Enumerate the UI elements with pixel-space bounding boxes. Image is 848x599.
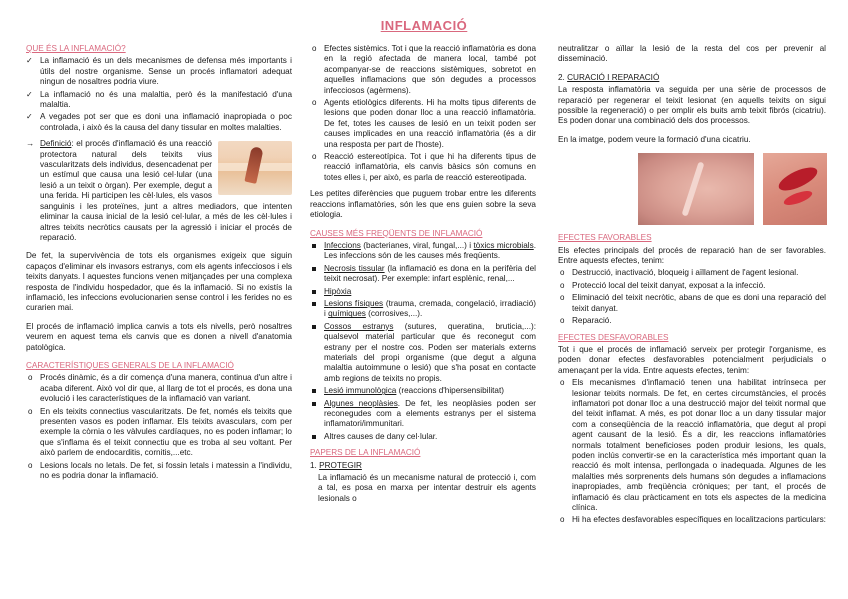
column-1 — [26, 44, 292, 487]
column-3 — [558, 44, 826, 532]
numbered-heading-repair: 2. CURACIÓ I REPARACIÓ — [558, 72, 660, 82]
list-item: o Efectes sistèmics. Tot i que la reacció inflamatòria es dona en la regió afectada de manera local, també pot acompanyar-se de reaccions sistèmiques, sobretot en aquelles inflamacions que són degudes a processos infecciosos (agèrmens). — [310, 44, 536, 96]
paragraph: neutralitzar o aïllar la lesió de la resta del cos per prevenir al disseminació. — [558, 44, 826, 64]
list-item: ✓ La inflamació és un dels mecanismes de defensa més importants i útils del nostre organisme. Sense un procés inflamatori adequat ningun de nosaltres podria viure. — [26, 56, 292, 87]
definition-text: : el procés d'inflamació és una reacció protectora natural dels teixits vius vascularitzats dels individus, desencadenat per un estímul que causa una lesió cel·lular (una lesió a un teixit o òrgan). Per exemple, degut a una ferida. Hi participen les cèl·lules, els vasos sanguinis i les proteïnes, junt a altres mediadors, que intenten eliminar la causa inicial de la lesió cel·lular, a més de les cèl·lules i altres teixits necròtics causats per la agressió i iniciar el procés de reparació. — [40, 139, 292, 242]
checklist — [26, 56, 292, 133]
wound-photo — [763, 153, 827, 225]
list-item: o Destrucció, inactivació, bloqueig i aïllament de l'agent lesional. — [558, 268, 826, 278]
list-item: Necrosis tissular (la inflamació es dona en la perifèria del teixit necrosat). Per exemple: infart esplènic, renal,... — [310, 264, 536, 285]
list-item: o Reparació. — [558, 316, 826, 326]
numbered-heading-protect: 1. PROTEGIR — [310, 460, 362, 470]
list-item: Algunes neoplàsies. De fet, les neoplàsies poden ser reconegudes com a elements estranys per el sistema inflamatori/immunitari. — [310, 399, 536, 430]
list-item: o Lesions locals no letals. De fet, si fossin letals i matessin a l'individu, no es podria donar la inflamació. — [26, 461, 292, 482]
characteristics-list — [26, 373, 292, 481]
section-heading-what-is: QUE ÉS LA INFLAMACIÓ? — [26, 44, 126, 53]
page-title: INFLAMACIÓ — [380, 18, 468, 33]
list-item: Cossos estranys (sutures, queratina, bruticia,...): qualsevol material particular que és reconegut com estrany per el nostre cos. Poden ser materials externs materials del propi organisme (que degut a alguna malaltia autoimmune o lesió) que s'ha posat en contacte amb regions de teixits no propis. — [310, 322, 536, 384]
list-item: ✓ La inflamació no és una malaltia, però és la manifestació d'una malaltia. — [26, 90, 292, 111]
paragraph: Les petites diferències que puguem trobar entre les diferents reaccions inflamatòries, són les que ens guien sobre la seva etiologia. — [310, 189, 536, 220]
definition-block — [26, 139, 292, 243]
section-heading-roles: PAPERS DE LA INFLAMACIÓ — [310, 448, 421, 458]
list-item: o Eliminació del teixit necròtic, abans de que es doni una reparació del teixit danyat. — [558, 293, 826, 314]
causes-list — [310, 241, 536, 442]
list-item: Infeccions (bacterianes, viral, fungal,...) i tòxics microbials. Les infeccions són de les causes més freqüents. — [310, 241, 536, 262]
list-item: o En els teixits connectius vascularitzats. De fet, només els teixits que presenten vasos es poden inflamar. Els teixits avasculars, com per exemple la còrnia o les vàlvules cardíaques, no es poden inflamar; lo que s'inflama és el teixit connectiu que es troba al seu voltant. Per això parlem de endocarditis, cornitis,...etc. — [26, 407, 292, 459]
paragraph: La resposta inflamatòria va seguida per una sèrie de processos de reparació per regenerar el teixit lesionat (en aquells teixits on sigui possible la regeneració) o per omplir els buits amb teixit fibrós (cicatriu). Es poden donar una combinació dels dos processos. — [558, 85, 826, 126]
list-item: o Protecció local del teixit danyat, exposat a la infecció. — [558, 281, 826, 291]
paragraph: Els efectes principals del procés de reparació han de ser favorables. Entre aquests efectes, tenim: — [558, 245, 826, 266]
paragraph: En la imatge, podem veure la formació d'una cicatriu. — [558, 134, 751, 144]
column-2 — [310, 44, 536, 512]
section-heading-causes: CAUSES MÉS FREQÜENTS DE INFLAMACIÓ — [310, 228, 483, 238]
list-item: Lesió immunològica (reaccions d'hipersensibilitat) — [310, 386, 536, 396]
list-item: o Hi ha efectes desfavorables específiques en localitzacions particulars: — [558, 515, 826, 525]
list-item: o Els mecanismes d'inflamació tenen una habilitat intrínseca per lesionar teixits normals. De fet, en certes circumstàncies, el procés inflamatori pot donar lloc a una destrucció major del teixit normal que del teixit inflamat. A més, es pot donar lloc a un dany tissular major com a conseqüència de la reacció inflamatòria, que degut al propi agent causant de la lesió. És a dir, les reaccions inflamatòries normals totalment beneficioses poden produir lesions, les quals, poden inclús convertir-se en la característica més important quan la reacció és molt intensa, perllongada o inadequada. Algunes de les malalties més sorprenents dels humans són degudes a inflamacions inapropiades, amb freqüència cròniques; per tant, el procés de inflamació és clau pràcticament en tots els aspectes de la medicina clínica. — [558, 378, 826, 513]
list-item: o Reacció estereotípica. Tot i que hi ha diferents tipus de reacció inflamatòria, els canvis bàsics són comuns en totes elles i, per això, es parla de reacció estereotipada. — [310, 152, 536, 183]
list-item: ✓ A vegades pot ser que es doni una inflamació inapropiada o poc controlada, i això és la causa del dany tissular en moltes malalties. — [26, 112, 292, 133]
list-item: o Procés dinàmic, és a dir comença d'una manera, continua d'un altre i acaba diferent. Això vol dir que, al llarg de tot el procés, es dona una evolució i les característiques de la inflamació van variant. — [26, 373, 292, 404]
list-item: Altres causes de dany cel·lular. — [310, 432, 536, 442]
skin-wound-illustration — [218, 141, 292, 195]
section-heading-characteristics: CARACTERÍSTIQUES GENERALS DE LA INFLAMACIÓ — [26, 360, 234, 370]
paragraph: De fet, la supervivència de tots els organismes exigeix que siguin capaços d'eliminar els invasors estranys, com els agents infecciosos i els teixits danyats. I aquestes funcions venen mitjançades per una complexa resposta de l'individu hospedador, que és la inflamació. Si no existís la inflamació, les infeccions evolucionarien sense control i les ferides no es curarien mai. — [26, 251, 292, 313]
section-heading-unfavorable: EFECTES DESFAVORABLES — [558, 332, 669, 342]
scar-images — [558, 153, 826, 227]
definition-label: Definició — [40, 139, 72, 149]
list-item: Lesions físiques (trauma, cremada, congelació, irradiació) i químiques (corrosives,...). — [310, 299, 536, 320]
paragraph: La inflamació és un mecanisme natural de protecció i, com a tal, es posa en marxa per intentar destruir els agents lesionals o — [318, 473, 536, 503]
section-heading-favorable: EFECTES FAVORABLES — [558, 233, 652, 243]
list-item: o Agents etiològics diferents. Hi ha molts tipus diferents de lesions que poden donar lloc a una reacció inflamatòria. De fet, totes les causes de lesió en un teixit poden ser causes implicades en una reacció inflamatòria (és a dir una resposta per part de l'hoste). — [310, 98, 536, 150]
characteristics-list-continued — [310, 44, 536, 183]
unfavorable-effects-list — [558, 378, 826, 526]
paragraph: El procés de inflamació implica canvis a tots els nivells, però nosaltres veurem en aquest tema els canvis que es donen a nivell d'anatomia patològica. — [26, 321, 292, 352]
paragraph: Tot i que el procés de inflamació serveix per protegir l'organisme, es poden donar efectes desfavorables potencialment perjudicials o amenaçant per la vida. Entre aquests efectes, tenim: — [558, 344, 826, 375]
favorable-effects-list — [558, 268, 826, 326]
scar-photo — [638, 153, 754, 225]
list-item: Hipòxia — [310, 287, 536, 297]
arrow-icon: → — [26, 139, 35, 149]
